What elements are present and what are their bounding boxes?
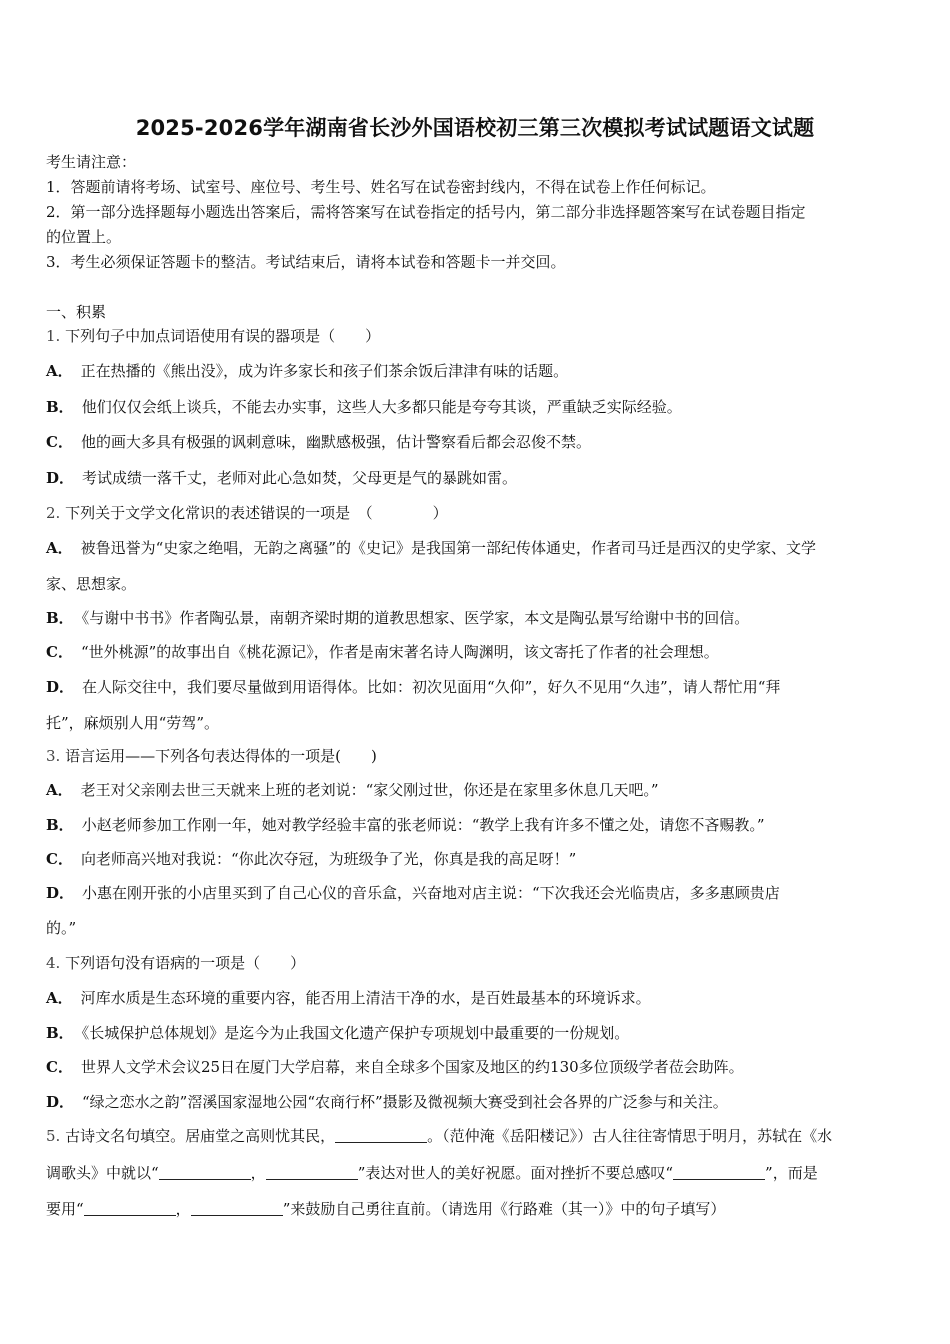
question-text: 下列语句没有语病的一项是（ ） bbox=[65, 954, 306, 972]
question-1-stem bbox=[46, 326, 908, 346]
option-label: C． bbox=[46, 433, 73, 451]
question-2-stem bbox=[46, 503, 908, 523]
q4-option-d bbox=[46, 1092, 908, 1112]
q1-option-d bbox=[46, 468, 908, 488]
question-number: 3. bbox=[46, 747, 61, 765]
question-text: ”，而是 bbox=[765, 1164, 818, 1182]
option-text: 他们仅仅会纸上谈兵，不能去办实事，这些人大多都只能是夸夸其谈，严重缺乏实际经验。 bbox=[81, 398, 682, 416]
option-label: D． bbox=[46, 469, 75, 487]
q1-option-c bbox=[46, 432, 908, 452]
question-text: 下列句子中加点词语使用有误的器项是（ ） bbox=[65, 327, 381, 345]
option-text: 正在热播的《熊出没》，成为许多家长和孩子们茶余饭后津津有味的话题。 bbox=[80, 362, 569, 380]
option-label: C． bbox=[46, 1058, 73, 1076]
q3-option-b bbox=[46, 815, 908, 835]
question-5-line-2 bbox=[46, 1163, 908, 1183]
option-text: 在人际交往中，我们要尽量做到用语得体。比如：初次见面用“久仰”，好久不见用“久违”，请人帮忙用“拜 bbox=[82, 678, 781, 696]
option-label: B． bbox=[46, 1024, 74, 1042]
answer-blank[interactable] bbox=[159, 1165, 251, 1180]
question-text: 要用“ bbox=[46, 1200, 84, 1218]
option-label: A． bbox=[46, 781, 73, 799]
question-number: 2. bbox=[46, 504, 61, 522]
q2-option-d-cont: 托”，麻烦别人用“劳驾”。 bbox=[46, 714, 220, 732]
q4-option-b bbox=[46, 1023, 908, 1043]
option-text: 小赵老师参加工作刚一年，她对教学经验丰富的张老师说：“教学上我有许多不懂之处，请您不吝赐教。” bbox=[81, 816, 765, 834]
q2-option-c bbox=[46, 642, 908, 662]
option-text: 向老师高兴地对我说：“你此次夺冠，为班级争了光，你真是我的高足呀！” bbox=[80, 850, 577, 868]
option-label: A． bbox=[46, 362, 73, 380]
option-text: 老王对父亲刚去世三天就来上班的老刘说：“家父刚过世，你还是在家里多休息几天吧。” bbox=[80, 781, 659, 799]
option-label: D． bbox=[46, 678, 75, 696]
q2-option-b bbox=[46, 608, 908, 628]
notice-item-2-cont: 的位置上。 bbox=[46, 228, 122, 246]
question-text: 下列关于文学文化常识的表述错误的一项是 （ ） bbox=[65, 504, 448, 522]
q2-option-a bbox=[46, 538, 908, 558]
notice-item-1: 1．答题前请将考场、试室号、座位号、考生号、姓名写在试卷密封线内，不得在试卷上作任何标记。 bbox=[46, 178, 716, 196]
option-label: C． bbox=[46, 850, 73, 868]
question-number: 5. bbox=[46, 1127, 61, 1145]
option-text: 《长城保护总体规划》是迄今为止我国文化遗产保护专项规划中最重要的一份规划。 bbox=[81, 1024, 630, 1042]
notice-heading: 考生请注意： bbox=[46, 153, 137, 171]
answer-blank[interactable] bbox=[191, 1201, 283, 1216]
notice-item-2: 2．第一部分选择题每小题选出答案后，需将答案写在试卷指定的括号内，第二部分非选择题答案写在试卷题目指定 bbox=[46, 203, 806, 221]
answer-blank[interactable] bbox=[335, 1128, 427, 1143]
answer-blank[interactable] bbox=[84, 1201, 176, 1216]
option-text: 《与谢中书书》作者陶弘景，南朝齐梁时期的道教思想家、医学家，本文是陶弘景写给谢中书的回信。 bbox=[81, 609, 750, 627]
section-heading: 一、积累 bbox=[46, 303, 107, 321]
q4-option-a bbox=[46, 988, 908, 1008]
option-label: A． bbox=[46, 539, 73, 557]
question-text: 语言运用——下列各句表达得体的一项是( ) bbox=[65, 747, 377, 765]
option-text: 小惠在刚开张的小店里买到了自己心仪的音乐盒，兴奋地对店主说：“下次我还会光临贵店，多多惠顾贵店 bbox=[82, 884, 780, 902]
question-text: ， bbox=[175, 1200, 191, 1218]
q3-option-d bbox=[46, 883, 908, 903]
option-text: 河库水质是生态环境的重要内容，能否用上清洁干净的水，是百姓最基本的环境诉求。 bbox=[80, 989, 651, 1007]
option-label: D． bbox=[46, 884, 75, 902]
option-text: 世界人文学术会议25日在厦门大学启幕，来自全球多个国家及地区的约130多位顶级学者莅会助阵。 bbox=[80, 1058, 744, 1076]
q2-option-a-cont: 家、思想家。 bbox=[46, 575, 137, 593]
q3-option-c bbox=[46, 849, 908, 869]
notice-item-3: 3．考生必须保证答题卡的整洁。考试结束后，请将本试卷和答题卡一并交回。 bbox=[46, 253, 566, 271]
question-text: 古诗文名句填空。居庙堂之高则忧其民， bbox=[65, 1127, 336, 1145]
option-text: 考试成绩一落千丈，老师对此心急如焚，父母更是气的暴跳如雷。 bbox=[82, 469, 518, 487]
question-text: ”来鼓励自己勇往直前。（请选用《行路难（其一）》中的句子填写） bbox=[282, 1200, 726, 1218]
q1-option-b bbox=[46, 397, 908, 417]
option-label: B． bbox=[46, 398, 74, 416]
question-5-line-3 bbox=[46, 1199, 908, 1219]
option-label: B． bbox=[46, 609, 74, 627]
question-number: 1. bbox=[46, 327, 61, 345]
option-label: D． bbox=[46, 1093, 75, 1111]
question-text: 。（范仲淹《岳阳楼记》）古人往往寄情思于明月，苏轼在《水 bbox=[427, 1127, 833, 1145]
option-text: 他的画大多具有极强的讽刺意味，幽默感极强，估计警察看后都会忍俊不禁。 bbox=[80, 433, 591, 451]
answer-blank[interactable] bbox=[266, 1165, 358, 1180]
question-4-stem bbox=[46, 953, 908, 973]
question-text: ， bbox=[250, 1164, 266, 1182]
question-5-line-1 bbox=[46, 1126, 908, 1146]
option-text: “绿之恋水之韵”滘溪国家湿地公园“农商行杯”摄影及微视频大赛受到社会各界的广泛参与和关注。 bbox=[82, 1093, 728, 1111]
answer-blank[interactable] bbox=[673, 1165, 765, 1180]
option-text: “世外桃源”的故事出自《桃花源记》，作者是南宋著名诗人陶渊明，该文寄托了作者的社会理想。 bbox=[80, 643, 719, 661]
q3-option-a bbox=[46, 780, 908, 800]
q4-option-c bbox=[46, 1057, 908, 1077]
option-label: B． bbox=[46, 816, 74, 834]
q2-option-d bbox=[46, 677, 908, 697]
option-label: C． bbox=[46, 643, 73, 661]
option-text: 被鲁迅誉为“史家之绝唱，无韵之离骚”的《史记》是我国第一部纪传体通史，作者司马迁是西汉的史学家、文学 bbox=[80, 539, 816, 557]
question-3-stem bbox=[46, 746, 908, 766]
option-label: A． bbox=[46, 989, 73, 1007]
question-text: 调歌头》中就以“ bbox=[46, 1164, 159, 1182]
question-text: ”表达对世人的美好祝愿。面对挫折不要总感叹“ bbox=[357, 1164, 674, 1182]
page-title: 2025-2026学年湖南省长沙外国语校初三第三次模拟考试试题语文试题 bbox=[135, 116, 815, 140]
question-number: 4. bbox=[46, 954, 61, 972]
q1-option-a bbox=[46, 361, 908, 381]
q3-option-d-cont: 的。” bbox=[46, 919, 77, 937]
